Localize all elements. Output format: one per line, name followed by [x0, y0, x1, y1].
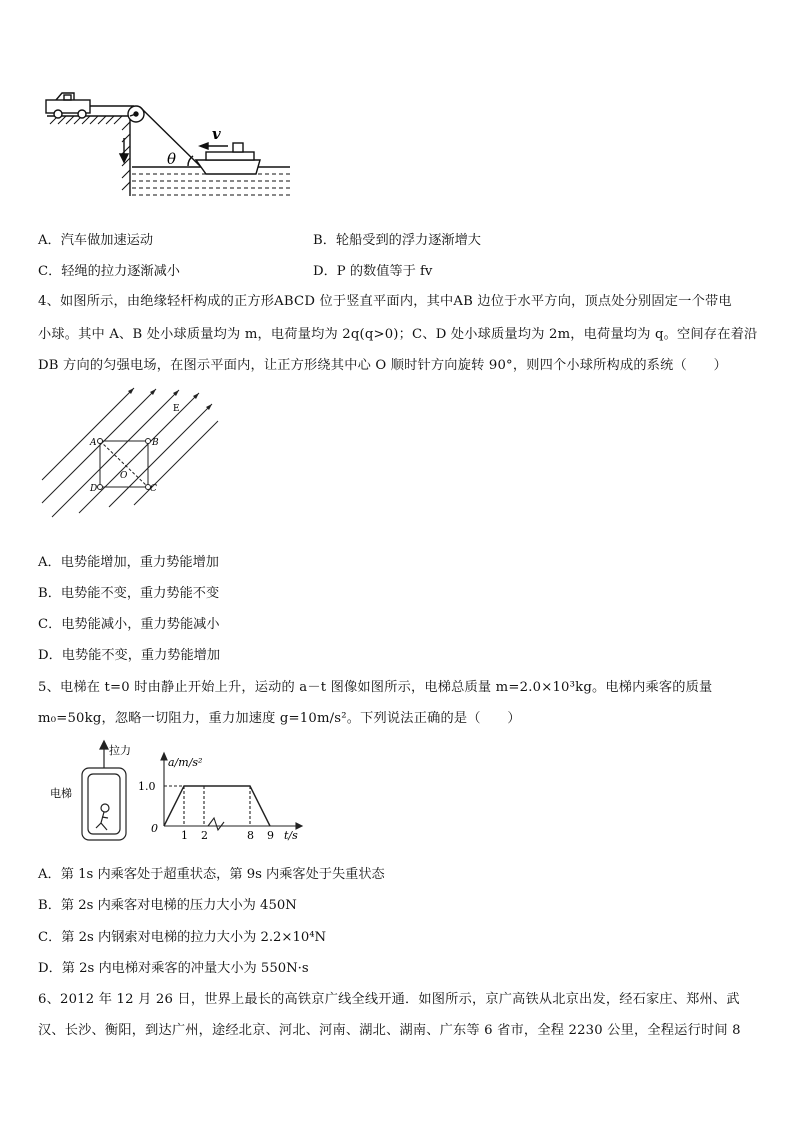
x-tick-9: 9: [267, 829, 274, 842]
q6-stem-line-1: 6、2012 年 12 月 26 日，世界上最长的高铁京广线全线开通．如图所示，京广高铁从北京出发，经石家庄、郑州、武: [38, 992, 740, 1007]
q5-option-d: D．第 2s 内电梯对乘客的冲量大小为 550N·s: [38, 961, 309, 976]
q4-option-b: B．电势能不变，重力势能不变: [38, 586, 220, 601]
q4-stem-line-3: DB 方向的匀强电场，在图示平面内，让正方形绕其中心 O 顺时针方向旋转 90°，则四个小球所构成的系统（ ）: [38, 358, 728, 373]
y-tick-1: 1.0: [138, 780, 156, 793]
vertex-a-label: A: [90, 438, 97, 448]
field-label-e: E: [173, 404, 180, 414]
q5-option-b: B．第 2s 内乘客对电梯的压力大小为 450N: [38, 898, 297, 913]
center-o-label: O: [120, 471, 128, 481]
q6-stem-line-2: 汉、长沙、衡阳，到达广州，途经北京、河北、河南、湖北、湖南、广东等 6 省市，全程 2230 公里，全程运行时间 8: [38, 1023, 741, 1038]
vertex-b-label: B: [152, 438, 159, 448]
q3-figure: [0, 0, 794, 200]
q4-option-a: A．电势能增加，重力势能增加: [38, 555, 219, 570]
q5-stem-line-1: 5、电梯在 t=0 时由静止开始上升，运动的 a－t 图像如图所示，电梯总质量 m=2.0×10³kg。电梯内乘客的质量: [38, 680, 713, 695]
q3-option-a: A．汽车做加速运动: [38, 233, 154, 248]
q5-stem-line-2: m₀=50kg，忽略一切阻力，重力加速度 g=10m/s²。下列说法正确的是（ ）: [38, 711, 521, 726]
x-axis-label: t/s: [284, 829, 298, 842]
q4-stem-line-2: 小球。其中 A、B 处小球质量均为 m，电荷量均为 2q(q>0)；C、D 处小球质量均为 2m，电荷量均为 q。空间存在着沿: [38, 327, 758, 342]
velocity-label: v: [212, 125, 221, 143]
a-t-curve: [164, 786, 270, 826]
q3-option-b: B．轮船受到的浮力逐渐增大: [313, 233, 481, 248]
x-tick-8: 8: [247, 829, 254, 842]
vertex-c-label: C: [150, 484, 157, 494]
x-tick-1: 1: [181, 829, 188, 842]
q3-option-d: D．P 的数值等于 fv: [313, 264, 433, 279]
rope-label: 拉力: [109, 744, 131, 757]
origin-label: 0: [151, 822, 158, 835]
vertex-d-label: D: [90, 484, 98, 494]
q5-option-c: C．第 2s 内钢索对电梯的拉力大小为 2.2×10⁴N: [38, 930, 327, 945]
q4-option-d: D．电势能不变，重力势能增加: [38, 648, 221, 663]
y-axis-label: a/m/s²: [168, 756, 203, 769]
q5-option-a: A．第 1s 内乘客处于超重状态，第 9s 内乘客处于失重状态: [38, 867, 385, 882]
q3-option-c: C．轻绳的拉力逐渐减小: [38, 264, 180, 279]
q4-stem-line-1: 4、如图所示，由绝缘轻杆构成的正方形ABCD 位于竖直平面内，其中AB 边位于水平方向，顶点处分别固定一个带电: [38, 294, 732, 309]
q5-figure: [38, 738, 318, 848]
theta-label: θ: [167, 150, 177, 168]
q4-option-c: C．电势能减小，重力势能减小: [38, 617, 220, 632]
q4-figure: [34, 385, 234, 535]
elevator-label: 电梯: [50, 787, 72, 800]
x-tick-2: 2: [201, 829, 208, 842]
